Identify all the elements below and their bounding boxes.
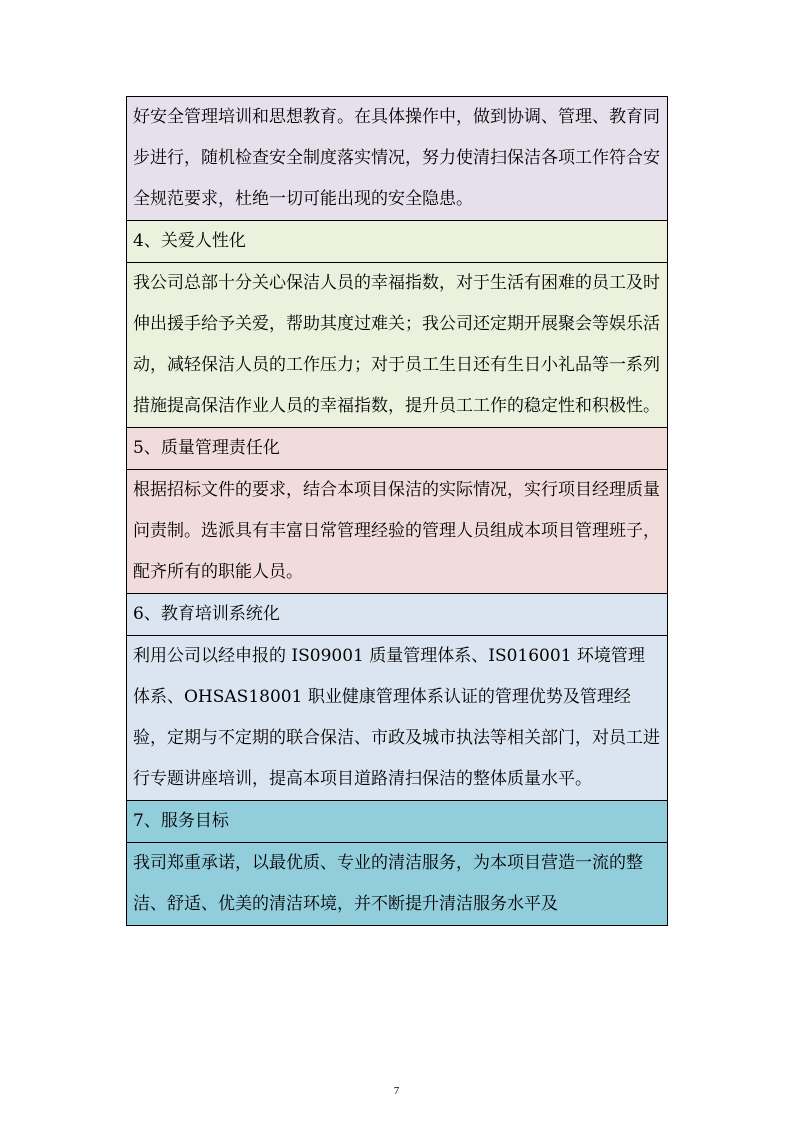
table-row bbox=[127, 801, 668, 843]
table-row bbox=[127, 636, 668, 801]
body-cell-care: 我公司总部十分关心保洁人员的幸福指数，对于生活有困难的员工及时伸出援手给予关爱，帮助其度过难关；我公司还定期开展聚会等娱乐活动，减轻保洁人员的工作压力；对于员工生日还有生日小礼品等一系列措施提高保洁作业人员的幸福指数，提升员工工作的稳定性和积极性。 bbox=[127, 263, 668, 428]
table-row bbox=[127, 470, 668, 594]
body-cell-service-goal: 我司郑重承诺，以最优质、专业的清洁服务，为本项目营造一流的整洁、舒适、优美的清洁环境，并不断提升清洁服务水平及 bbox=[127, 843, 668, 926]
table-row bbox=[127, 97, 668, 221]
section-heading-service-goal: 7、服务目标 bbox=[127, 801, 668, 843]
table-row bbox=[127, 594, 668, 636]
body-cell-safety-training: 好安全管理培训和思想教育。在具体操作中，做到协调、管理、教育同步进行，随机检查安全制度落实情况，努力使清扫保洁各项工作符合安全规范要求，杜绝一切可能出现的安全隐患。 bbox=[127, 97, 668, 221]
table-row bbox=[127, 843, 668, 926]
page-number: 7 bbox=[393, 1085, 400, 1097]
section-heading-training: 6、教育培训系统化 bbox=[127, 594, 668, 636]
table-row bbox=[127, 263, 668, 428]
body-cell-quality: 根据招标文件的要求，结合本项目保洁的实际情况，实行项目经理质量问责制。选派具有丰富日常管理经验的管理人员组成本项目管理班子，配齐所有的职能人员。 bbox=[127, 470, 668, 594]
table-row bbox=[127, 428, 668, 470]
content-table bbox=[126, 96, 668, 926]
table-row bbox=[127, 221, 668, 263]
body-cell-training: 利用公司以经申报的 IS09001 质量管理体系、IS016001 环境管理体系、OHSAS18001 职业健康管理体系认证的管理优势及管理经验，定期与不定期的联合保洁、市政及城市执法等相关部门，对员工进行专题讲座培训，提高本项目道路清扫保洁的整体质量水平。 bbox=[127, 636, 668, 801]
section-heading-quality: 5、质量管理责任化 bbox=[127, 428, 668, 470]
section-heading-care: 4、关爱人性化 bbox=[127, 221, 668, 263]
